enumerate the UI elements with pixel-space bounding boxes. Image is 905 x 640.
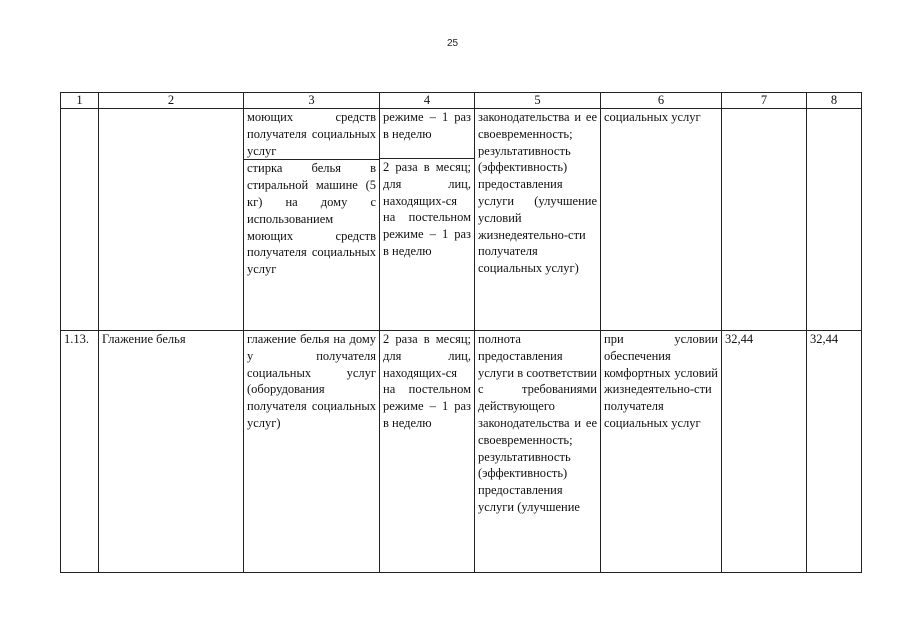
conditions-cell: социальных услуг — [601, 109, 722, 331]
tariff-cell — [722, 109, 807, 331]
quality-criteria-cell: полнота предоставления услуги в соответствии с требованиями действующего законодательства и ее своевременность; результативность (эффективность) предоставления услуги (улучшение — [475, 331, 601, 573]
table-row — [61, 331, 862, 573]
conditions-cell: при условии обеспечения комфортных условий жизнедеятельно-сти получателя социальных услуг — [601, 331, 722, 573]
service-content-cell — [244, 109, 380, 331]
column-number: 4 — [380, 93, 475, 109]
column-number: 2 — [99, 93, 244, 109]
column-number: 7 — [722, 93, 807, 109]
tariff-cell — [807, 109, 862, 331]
service-content-part: стирка белья в стиральной машине (5 кг) на дому с использованием моющих средств получателя социальных услуг — [247, 161, 376, 277]
services-table — [60, 92, 862, 573]
column-number-row — [61, 93, 862, 109]
service-content-part: моющих средств получателя социальных услуг — [244, 109, 379, 160]
page-number: 25 — [446, 38, 459, 49]
frequency-cell — [380, 109, 475, 331]
service-name-cell: Глажение белья — [99, 331, 244, 573]
frequency-part: режиме – 1 раз в неделю — [380, 109, 474, 159]
tariff-cell: 32,44 — [807, 331, 862, 573]
quality-criteria-cell: законодательства и ее своевременность; результативность (эффективность) предоставления услуги (улучшение условий жизнедеятельно-сти получателя социальных услуг) — [475, 109, 601, 331]
item-number-cell: 1.13. — [61, 331, 99, 573]
column-number: 8 — [807, 93, 862, 109]
tariff-cell: 32,44 — [722, 331, 807, 573]
frequency-cell: 2 раза в месяц; для лиц, находящих-ся на постельном режиме – 1 раз в неделю — [380, 331, 475, 573]
service-name-cell — [99, 109, 244, 331]
service-content-cell: глажение белья на дому у получателя социальных услуг (оборудования получателя социальных услуг) — [244, 331, 380, 573]
column-number: 1 — [61, 93, 99, 109]
item-number-cell — [61, 109, 99, 331]
column-number: 6 — [601, 93, 722, 109]
table-row — [61, 109, 862, 331]
frequency-part: 2 раза в месяц; для лиц, находящих-ся на постельном режиме – 1 раз в неделю — [383, 160, 471, 258]
column-number: 3 — [244, 93, 380, 109]
column-number: 5 — [475, 93, 601, 109]
